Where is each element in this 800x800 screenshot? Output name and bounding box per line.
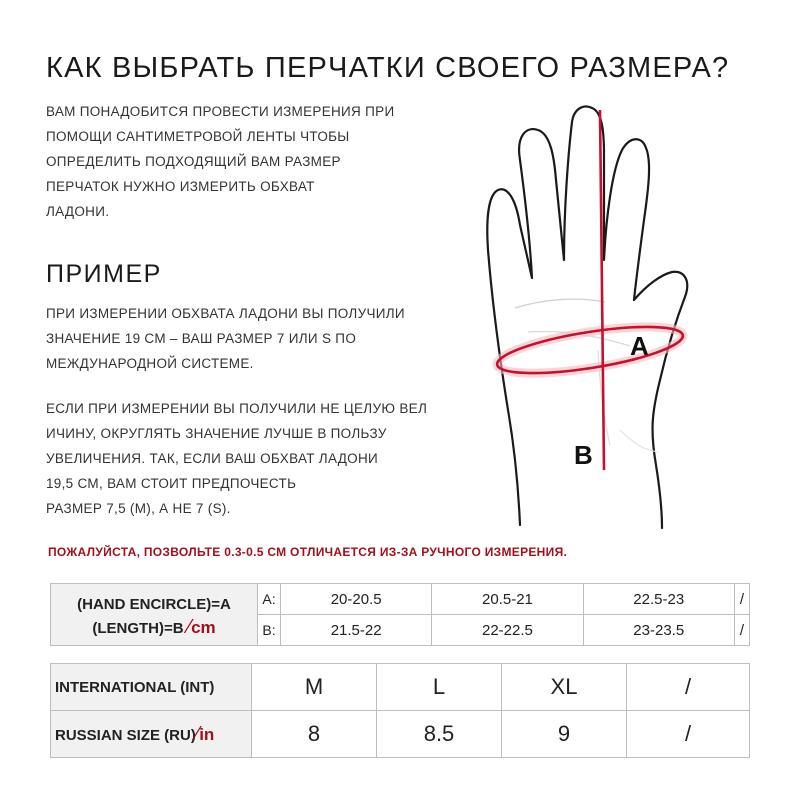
example-heading: ПРИМЕР — [46, 260, 162, 288]
example-line: ПРИ ИЗМЕРЕНИИ ОБХВАТА ЛАДОНИ ВЫ ПОЛУЧИЛИ — [46, 306, 405, 321]
hand-encircle-label: (HAND ENCIRCLE)=A — [77, 595, 231, 613]
russian-size-label-cell — [51, 711, 252, 758]
table-cell: / — [627, 711, 750, 758]
unit-separator: ⁄ — [187, 615, 192, 638]
hand-illustration — [480, 100, 710, 530]
rounding-line: РАЗМЕР 7,5 (М), А НЕ 7 (S). — [46, 501, 231, 516]
intro-line: ОПРЕДЕЛИТЬ ПОДХОДЯЩИЙ ВАМ РАЗМЕР — [46, 154, 341, 169]
table-cell: 20.5-21 — [432, 584, 583, 615]
table-cell: / — [734, 584, 749, 615]
table-cell: 20-20.5 — [281, 584, 432, 615]
page-title: КАК ВЫБРАТЬ ПЕРЧАТКИ СВОЕГО РАЗМЕРА? — [46, 52, 730, 84]
measure-a-label: A — [630, 331, 649, 361]
measure-b-label: B — [574, 440, 593, 470]
intro-line: ЛАДОНИ. — [46, 204, 110, 219]
intro-line: ПОМОЩИ САНТИМЕТРОВОЙ ЛЕНТЫ ЧТОБЫ — [46, 129, 350, 144]
table-cell: 22-22.5 — [432, 615, 583, 646]
example-line: МЕЖДУНАРОДНОЙ СИСТЕМЕ. — [46, 356, 254, 371]
unit-in: in — [199, 724, 215, 744]
table-cell: 23-23.5 — [583, 615, 734, 646]
table-cell: 22.5-23 — [583, 584, 734, 615]
example-line: ЗНАЧЕНИЕ 19 СМ – ВАШ РАЗМЕР 7 ИЛИ S ПО — [46, 331, 357, 346]
international-label-cell — [51, 664, 252, 711]
table-cell: 8.5 — [377, 711, 502, 758]
table-cell: L — [377, 664, 502, 711]
table-cell: 21.5-22 — [281, 615, 432, 646]
intro-text — [46, 99, 394, 224]
measurement-notice: ПОЖАЛУЙСТА, ПОЗВОЛЬТЕ 0.3-0.5 СМ ОТЛИЧАЕТСЯ ИЗ-ЗА РУЧНОГО ИЗМЕРЕНИЯ. — [48, 545, 568, 559]
unit-separator: ⁄ — [195, 722, 200, 745]
rounding-line: УВЕЛИЧЕНИЯ. ТАК, ЕСЛИ ВАШ ОБХВАТ ЛАДОНИ — [46, 451, 379, 466]
table-cell: / — [734, 615, 749, 646]
international-label: INTERNATIONAL (INT) — [55, 678, 215, 696]
size-table — [50, 663, 750, 758]
rounding-line: ЕСЛИ ПРИ ИЗМЕРЕНИИ ВЫ ПОЛУЧИЛИ НЕ ЦЕЛУЮ ВЕЛ — [46, 401, 428, 416]
rounding-text — [46, 396, 427, 521]
row-key: B: — [258, 615, 281, 646]
intro-line: ВАМ ПОНАДОБИТСЯ ПРОВЕСТИ ИЗМЕРЕНИЯ ПРИ — [46, 104, 395, 119]
rounding-line: 19,5 СМ, ВАМ СТОИТ ПРЕДПОЧЕСТЬ — [46, 476, 297, 491]
intro-line: ПЕРЧАТОК НУЖНО ИЗМЕРИТЬ ОБХВАТ — [46, 179, 315, 194]
rounding-line: ИЧИНУ, ОКРУГЛЯТЬ ЗНАЧЕНИЕ ЛУЧШЕ В ПОЛЬЗУ — [46, 426, 387, 441]
measurement-table — [50, 583, 750, 646]
russian-size-label: RUSSIAN SIZE (RU) — [55, 726, 196, 744]
table-cell: 9 — [502, 711, 627, 758]
table-cell: XL — [502, 664, 627, 711]
unit-cm: cm — [191, 617, 216, 637]
example-text — [46, 301, 405, 376]
table-cell: 8 — [252, 711, 377, 758]
table-cell: M — [252, 664, 377, 711]
length-label: (LENGTH)=B — [92, 619, 184, 637]
table-row — [51, 711, 750, 758]
table-cell: / — [627, 664, 750, 711]
measurement-label-cell — [51, 584, 258, 646]
table-row — [51, 584, 750, 615]
table-row — [51, 664, 750, 711]
row-key: A: — [258, 584, 281, 615]
